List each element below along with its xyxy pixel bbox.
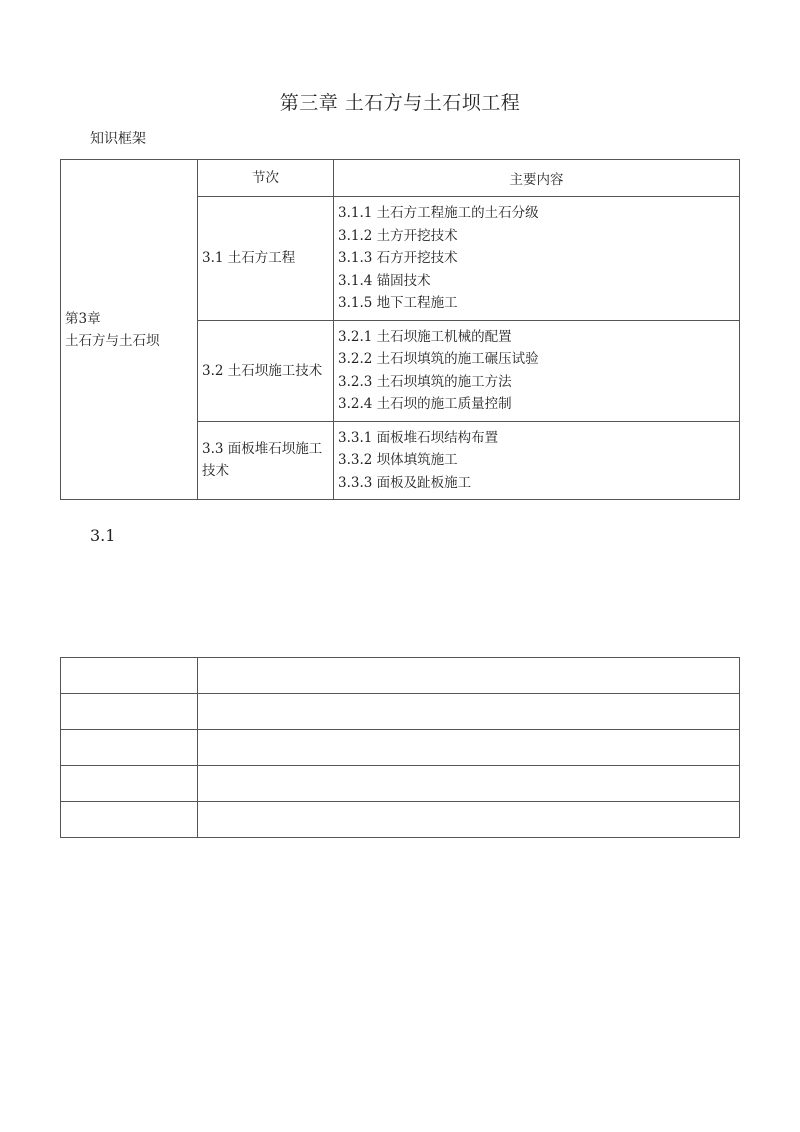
table-cell (61, 694, 198, 730)
table-cell (198, 802, 740, 838)
header-section: 节次 (198, 160, 334, 197)
content-cell (334, 421, 740, 500)
chapter-cell (61, 160, 198, 500)
section-heading: 3.1 (90, 526, 116, 545)
content-item: 3.2.4 土石坝的施工质量控制 (338, 396, 512, 412)
table-row (61, 658, 740, 694)
page-title: 第三章 土石方与土石坝工程 (279, 92, 521, 114)
section-cell: 3.3 面板堆石坝施工技术 (198, 421, 334, 500)
table-header-row (61, 160, 740, 197)
table-row (61, 730, 740, 766)
section-cell: 3.2 土石坝施工技术 (198, 320, 334, 421)
section-cell: 3.1 土石方工程 (198, 197, 334, 321)
content-item: 3.2.3 土石坝填筑的施工方法 (338, 373, 512, 390)
table-cell (198, 766, 740, 802)
content-item: 3.1.2 土方开挖技术 (338, 227, 458, 244)
table-cell (198, 658, 740, 694)
content-item: 3.1.3 石方开挖技术 (338, 250, 458, 266)
table-row (61, 694, 740, 730)
table-cell (198, 694, 740, 730)
table-cell (61, 766, 198, 802)
section-subtitle: 知识框架 (90, 131, 146, 147)
knowledge-framework-table (60, 159, 740, 500)
empty-table (60, 657, 740, 838)
table-cell (61, 658, 198, 694)
table-cell (198, 730, 740, 766)
content-item: 3.3.1 面板堆石坝结构布置 (338, 429, 499, 446)
content-item: 3.3.2 坝体填筑施工 (338, 452, 458, 468)
content-cell (334, 197, 740, 321)
content-cell (334, 320, 740, 421)
table-row (61, 766, 740, 802)
table-cell (61, 730, 198, 766)
content-item: 3.1.1 土石方工程施工的土石分级 (338, 205, 539, 221)
table-row (61, 802, 740, 838)
chapter-number: 第3章 (65, 310, 101, 327)
header-content: 主要内容 (334, 160, 740, 197)
content-item: 3.3.3 面板及趾板施工 (338, 474, 472, 491)
table-cell (61, 802, 198, 838)
content-item: 3.2.2 土石坝填筑的施工碾压试验 (338, 351, 539, 367)
content-item: 3.1.4 锚固技术 (338, 272, 431, 289)
content-item: 3.1.5 地下工程施工 (338, 295, 458, 311)
content-item: 3.2.1 土石坝施工机械的配置 (338, 328, 512, 345)
chapter-name: 土石方与土石坝 (65, 332, 160, 349)
